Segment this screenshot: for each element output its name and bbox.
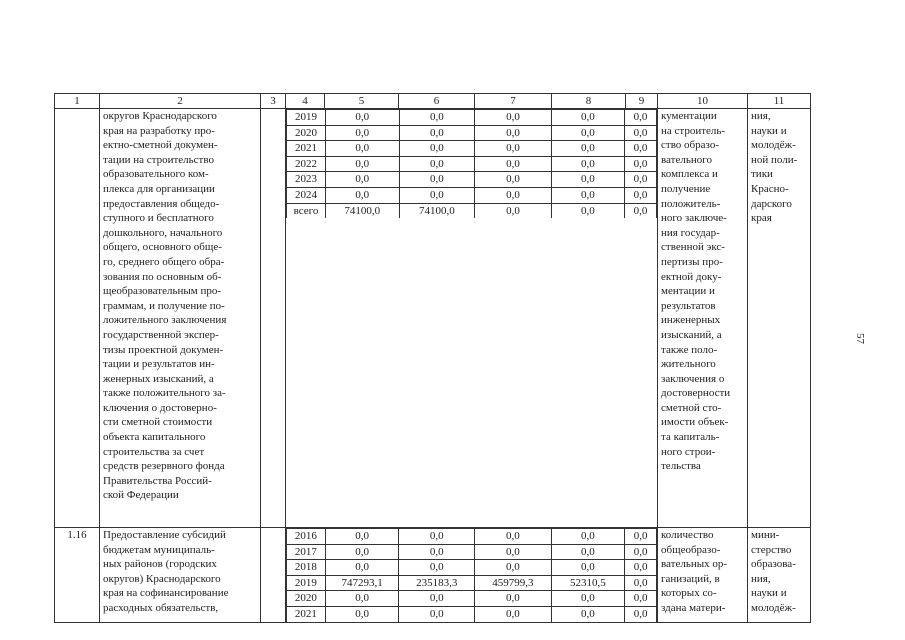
year-cell: 2016 <box>287 529 326 545</box>
col-header: 11 <box>748 94 811 109</box>
funding-row <box>287 529 657 545</box>
amount-cell: 0,0 <box>475 156 551 172</box>
col-header: 10 <box>658 94 748 109</box>
amount-cell: 0,0 <box>551 110 624 126</box>
amount-cell: 0,0 <box>325 529 399 545</box>
amount-cell: 0,0 <box>475 125 551 141</box>
amount-cell: 0,0 <box>625 156 657 172</box>
result-description: кументации на строитель- ство образо- вательного комплекса и получение положитель- ного заключе- ния государ- ственной экс- пертизы про- ектной доку- ментации и результатов инженерных изысканий, а также поло- жительного заключения о достоверности сметной сто- имости объек- та капиталь- ного строи- тельства <box>658 109 748 528</box>
col-header: 8 <box>552 94 626 109</box>
amount-cell: 0,0 <box>325 606 399 621</box>
col-header: 5 <box>325 94 399 109</box>
program-table <box>54 93 811 623</box>
year-cell: 2022 <box>287 156 326 172</box>
amount-cell: 0,0 <box>625 529 657 545</box>
funding-row <box>287 172 657 188</box>
amount-cell: 0,0 <box>625 606 657 621</box>
amount-cell: 0,0 <box>551 606 625 621</box>
funding-row <box>287 560 657 576</box>
funding-row <box>287 110 657 126</box>
amount-cell: 0,0 <box>399 141 475 157</box>
amount-cell: 0,0 <box>475 110 551 126</box>
amount-cell: 0,0 <box>325 544 399 560</box>
amount-cell: 0,0 <box>625 172 657 188</box>
funding-cells <box>286 528 658 623</box>
amount-cell: 0,0 <box>475 560 552 576</box>
amount-cell: 0,0 <box>475 203 551 218</box>
year-cell: 2019 <box>287 575 326 591</box>
empty-cell <box>261 528 286 623</box>
amount-cell: 0,0 <box>399 110 475 126</box>
amount-cell: 0,0 <box>551 125 624 141</box>
amount-cell: 0,0 <box>551 544 625 560</box>
empty-cell <box>261 109 286 528</box>
table-row <box>55 528 811 623</box>
amount-cell: 0,0 <box>475 544 552 560</box>
amount-cell: 0,0 <box>551 156 624 172</box>
funding-table <box>286 528 657 622</box>
amount-cell: 0,0 <box>551 529 625 545</box>
amount-cell: 0,0 <box>625 544 657 560</box>
col-header: 3 <box>261 94 286 109</box>
amount-cell: 0,0 <box>625 203 657 218</box>
amount-cell: 0,0 <box>399 187 475 203</box>
year-cell: 2021 <box>287 141 326 157</box>
page-number: 57 <box>854 333 866 344</box>
year-cell: 2019 <box>287 110 326 126</box>
amount-cell: 0,0 <box>475 591 552 607</box>
year-cell: 2021 <box>287 606 326 621</box>
amount-cell: 459799,3 <box>475 575 552 591</box>
amount-cell: 0,0 <box>399 544 475 560</box>
executor: ния, науки и молодёж- ной поли- тики Красно- дарского края <box>748 109 811 528</box>
col-header: 7 <box>475 94 552 109</box>
amount-cell: 0,0 <box>325 591 399 607</box>
year-cell: 2017 <box>287 544 326 560</box>
col-header: 6 <box>399 94 475 109</box>
funding-row <box>287 544 657 560</box>
amount-cell: 0,0 <box>625 591 657 607</box>
funding-row <box>287 203 657 218</box>
amount-cell: 747293,1 <box>325 575 399 591</box>
amount-cell: 0,0 <box>475 141 551 157</box>
col-header: 2 <box>100 94 261 109</box>
year-cell: 2018 <box>287 560 326 576</box>
amount-cell: 235183,3 <box>399 575 475 591</box>
measure-description: Предоставление субсидий бюджетам муниципаль- ных районов (городских округов) Краснодарского края на софинансирование расходных обязательств, <box>100 528 261 623</box>
col-header: 4 <box>286 94 325 109</box>
amount-cell: 0,0 <box>551 203 624 218</box>
amount-cell: 0,0 <box>399 560 475 576</box>
funding-table <box>286 109 657 218</box>
amount-cell: 0,0 <box>625 560 657 576</box>
amount-cell: 0,0 <box>625 575 657 591</box>
result-description: количество общеобразо- вательных ор- ганизаций, в которых со- здана матери- <box>658 528 748 623</box>
amount-cell: 0,0 <box>551 141 624 157</box>
amount-cell: 0,0 <box>551 187 624 203</box>
year-cell: 2023 <box>287 172 326 188</box>
col-header: 9 <box>626 94 658 109</box>
amount-cell: 0,0 <box>325 110 399 126</box>
measure-description: округов Краснодарского края на разработку про- ектно-сметной докумен- тации на строительство образовательного ком- плекса для организации предоставления общедо- ступного и бесплатного дошкольного, начального общего, основного обще- го, среднего общего обра- зования по основным об- щеобразовательным про- граммам, и получение по- ложительного заключения государственной экспер- тизы проектной докумен- тации и результатов ин- женерных изысканий, а также положительного за- ключения о достоверно- сти сметной стоимости объекта капитального строительства за счет средств резервного фонда Правительства Россий- ской Федерации <box>100 109 261 528</box>
funding-row <box>287 187 657 203</box>
amount-cell: 0,0 <box>325 141 399 157</box>
year-cell: 2020 <box>287 125 326 141</box>
amount-cell: 0,0 <box>399 172 475 188</box>
amount-cell: 0,0 <box>399 125 475 141</box>
amount-cell: 52310,5 <box>551 575 625 591</box>
amount-cell: 0,0 <box>475 172 551 188</box>
amount-cell: 0,0 <box>625 141 657 157</box>
funding-row <box>287 141 657 157</box>
amount-cell: 0,0 <box>399 156 475 172</box>
amount-cell: 0,0 <box>399 606 475 621</box>
amount-cell: 74100,0 <box>399 203 475 218</box>
amount-cell: 0,0 <box>325 560 399 576</box>
funding-row <box>287 156 657 172</box>
amount-cell: 0,0 <box>625 110 657 126</box>
funding-cells <box>286 109 658 528</box>
row-number <box>55 109 100 528</box>
executor: мини- стерство образова- ния, науки и молодёж- <box>748 528 811 623</box>
year-cell: всего <box>287 203 326 218</box>
amount-cell: 0,0 <box>475 529 552 545</box>
col-header: 1 <box>55 94 100 109</box>
amount-cell: 0,0 <box>625 187 657 203</box>
year-cell: 2024 <box>287 187 326 203</box>
amount-cell: 0,0 <box>475 187 551 203</box>
header-row <box>55 94 811 109</box>
funding-row <box>287 606 657 621</box>
amount-cell: 0,0 <box>325 125 399 141</box>
amount-cell: 0,0 <box>551 591 625 607</box>
amount-cell: 0,0 <box>551 172 624 188</box>
year-cell: 2020 <box>287 591 326 607</box>
funding-row <box>287 575 657 591</box>
table-row <box>55 109 811 528</box>
amount-cell: 0,0 <box>551 560 625 576</box>
amount-cell: 0,0 <box>475 606 552 621</box>
row-number: 1.16 <box>55 528 100 623</box>
funding-row <box>287 591 657 607</box>
amount-cell: 74100,0 <box>325 203 399 218</box>
amount-cell: 0,0 <box>399 591 475 607</box>
amount-cell: 0,0 <box>625 125 657 141</box>
amount-cell: 0,0 <box>399 529 475 545</box>
amount-cell: 0,0 <box>325 172 399 188</box>
amount-cell: 0,0 <box>325 156 399 172</box>
amount-cell: 0,0 <box>325 187 399 203</box>
funding-row <box>287 125 657 141</box>
